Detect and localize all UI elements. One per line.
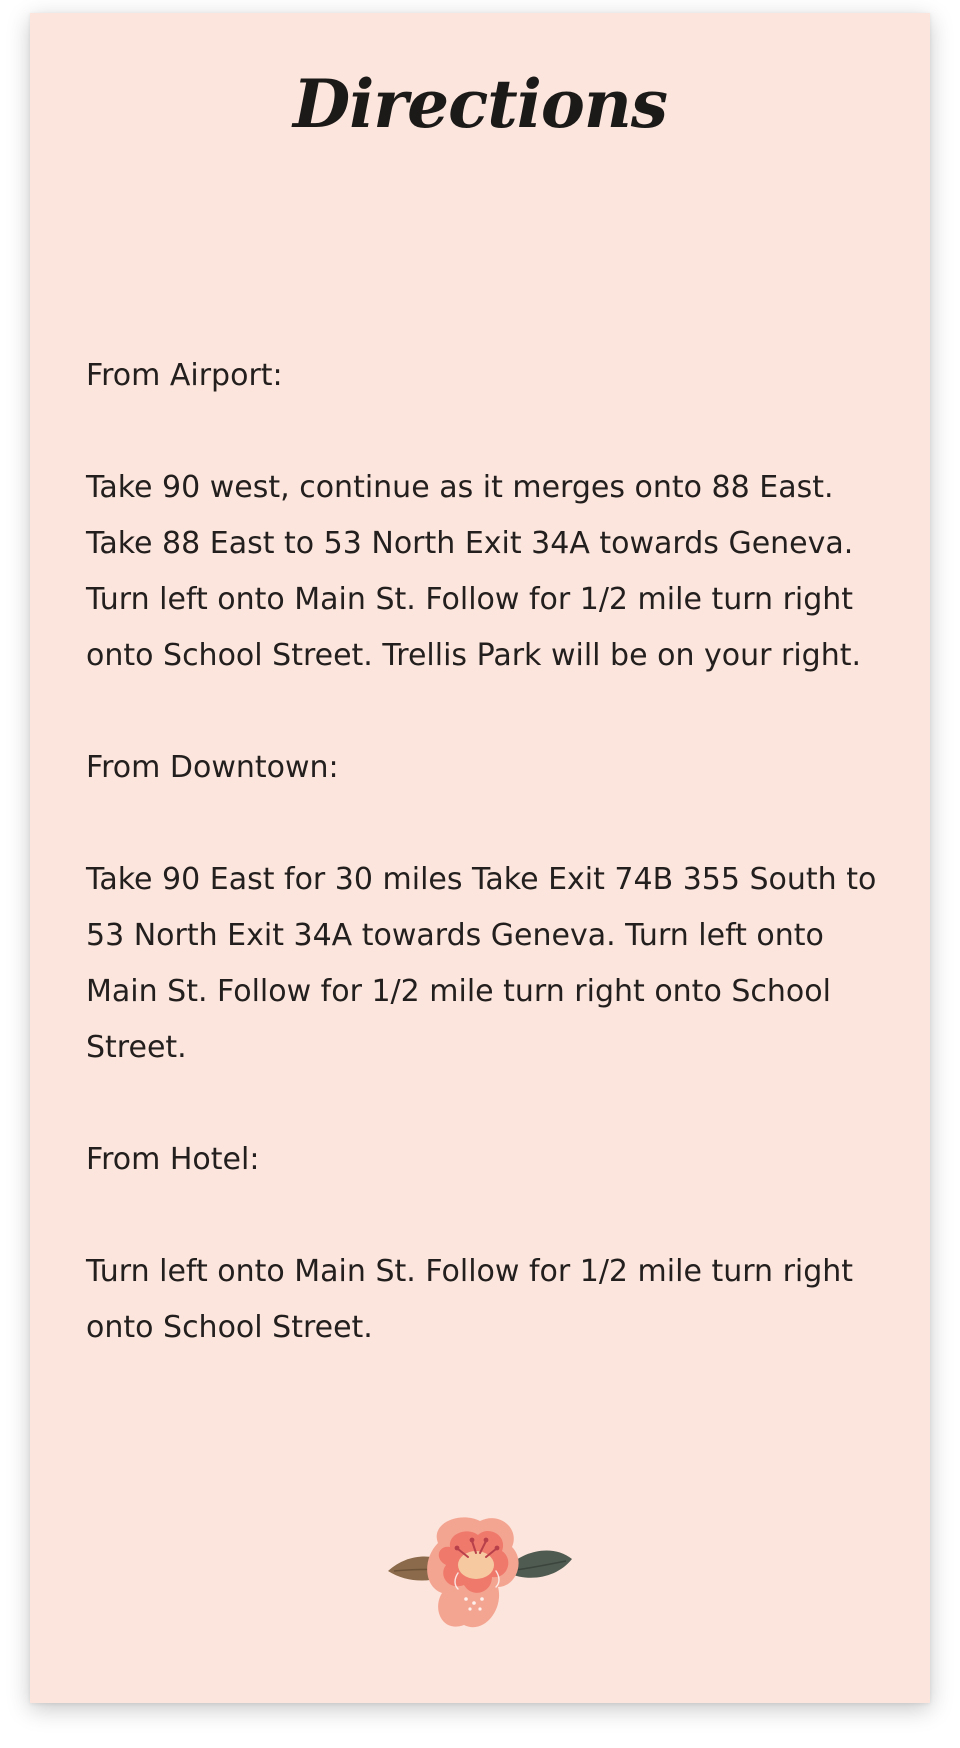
page-title: Directions	[293, 65, 667, 143]
section-text-hotel: Turn left onto Main St. Follow for 1/2 mile turn right onto School Street.	[86, 1254, 854, 1345]
directions-content	[86, 348, 886, 1356]
directions-card	[30, 13, 930, 1703]
section-heading-airport: From Airport:	[86, 358, 283, 393]
flower-icon	[380, 1513, 580, 1653]
section-text-airport: Take 90 west, continue as it merges onto 88 East. Take 88 East to 53 North Exit 34A towards Geneva. Turn left onto Main St. Follow for 1/2 mile turn right onto School Street. Trellis Park will be on your right.	[86, 470, 862, 673]
section-heading-downtown: From Downtown:	[86, 750, 339, 785]
section-heading-hotel: From Hotel:	[86, 1142, 260, 1177]
section-text-downtown: Take 90 East for 30 miles Take Exit 74B 355 South to 53 North Exit 34A towards Geneva. Turn left onto Main St. Follow for 1/2 mile turn right onto School Street.	[86, 862, 877, 1065]
